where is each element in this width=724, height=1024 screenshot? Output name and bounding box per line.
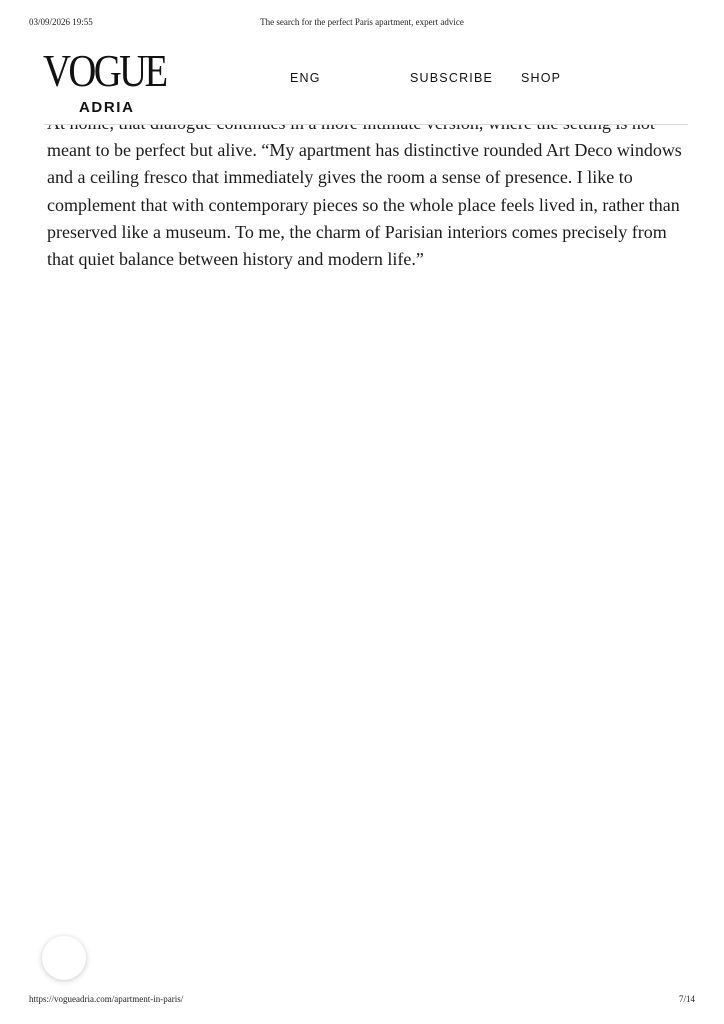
print-page-title: The search for the perfect Paris apartment, expert advice — [260, 17, 464, 27]
subscribe-link[interactable]: SUBSCRIBE — [410, 71, 494, 85]
site-header — [0, 36, 724, 124]
print-url: https://vogueadria.com/apartment-in-paris/ — [29, 994, 184, 1004]
print-header — [0, 17, 724, 31]
article-paragraph: meant to be perfect but alive. “My apartment has distinctive rounded Art Deco windows and a ceiling fresco that immediately gives the room a sense of presence. I like to complement that with contemporary pieces so the whole place feels lived in, rather than preserved like a museum. To me, the charm of Parisian interiors comes precisely from that quiet balance between history and modern life.” — [47, 140, 682, 270]
logo-wordmark: VOGUE — [43, 46, 166, 96]
floating-action-button[interactable] — [42, 936, 86, 980]
shop-link[interactable]: SHOP — [521, 71, 562, 85]
print-page-number: 7/14 — [678, 994, 695, 1004]
article-body — [47, 110, 687, 273]
print-footer — [0, 994, 724, 1008]
language-switch-link[interactable]: ENG — [290, 71, 321, 85]
vogue-adria-logo[interactable] — [43, 46, 177, 116]
header-divider — [44, 124, 688, 125]
logo-edition: ADRIA — [79, 99, 135, 116]
print-datetime: 03/09/2026 19:55 — [29, 17, 93, 27]
